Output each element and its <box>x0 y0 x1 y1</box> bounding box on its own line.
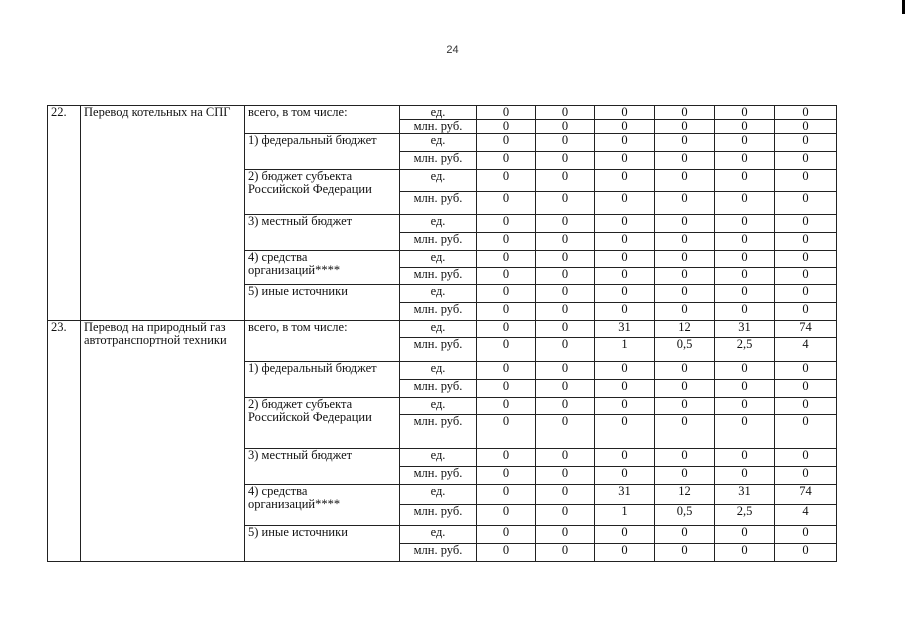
unit-cell: млн. руб. <box>400 380 477 398</box>
value-cell: 0 <box>775 362 837 380</box>
value-cell: 1 <box>595 338 655 362</box>
value-cell: 0 <box>715 106 775 120</box>
value-cell: 0 <box>595 526 655 544</box>
unit-cell: ед. <box>400 321 477 338</box>
measure-name: Перевод на природный газ автотранспортной техники <box>81 321 245 562</box>
value-cell: 0 <box>595 170 655 192</box>
program-measures-table <box>47 105 837 562</box>
unit-cell: млн. руб. <box>400 338 477 362</box>
unit-cell: ед. <box>400 449 477 467</box>
value-cell: 0 <box>715 449 775 467</box>
unit-cell: ед. <box>400 362 477 380</box>
unit-cell: млн. руб. <box>400 268 477 285</box>
unit-cell: млн. руб. <box>400 415 477 449</box>
unit-cell: млн. руб. <box>400 467 477 485</box>
value-cell: 4 <box>775 505 837 526</box>
value-cell: 0 <box>595 303 655 321</box>
value-cell: 74 <box>775 321 837 338</box>
value-cell: 12 <box>655 321 715 338</box>
value-cell: 0 <box>775 544 837 562</box>
value-cell: 0 <box>715 134 775 152</box>
value-cell: 0 <box>536 106 595 120</box>
value-cell: 0 <box>715 398 775 415</box>
value-cell: 0 <box>775 268 837 285</box>
value-cell: 0 <box>715 362 775 380</box>
unit-cell: ед. <box>400 215 477 233</box>
value-cell: 0 <box>655 106 715 120</box>
value-cell: 0 <box>775 106 837 120</box>
value-cell: 0 <box>775 170 837 192</box>
value-cell: 0 <box>477 398 536 415</box>
value-cell: 0 <box>536 134 595 152</box>
value-cell: 0 <box>775 152 837 170</box>
unit-cell: ед. <box>400 134 477 152</box>
value-cell: 0 <box>655 215 715 233</box>
value-cell: 0 <box>536 251 595 268</box>
value-cell: 0 <box>536 415 595 449</box>
value-cell: 0 <box>655 526 715 544</box>
funding-source: 5) иные источники <box>245 285 400 321</box>
value-cell: 31 <box>715 485 775 505</box>
value-cell: 0 <box>477 134 536 152</box>
value-cell: 0 <box>715 192 775 215</box>
funding-source: 3) местный бюджет <box>245 449 400 485</box>
value-cell: 0 <box>715 215 775 233</box>
value-cell: 0 <box>715 303 775 321</box>
value-cell: 0 <box>655 303 715 321</box>
value-cell: 0 <box>536 233 595 251</box>
value-cell: 0 <box>655 233 715 251</box>
value-cell: 0 <box>715 380 775 398</box>
value-cell: 0 <box>595 415 655 449</box>
value-cell: 0 <box>477 215 536 233</box>
value-cell: 2,5 <box>715 505 775 526</box>
value-cell: 0 <box>775 233 837 251</box>
funding-source: 1) федеральный бюджет <box>245 134 400 170</box>
value-cell: 1 <box>595 505 655 526</box>
value-cell: 0 <box>536 268 595 285</box>
value-cell: 0 <box>595 192 655 215</box>
value-cell: 0 <box>477 449 536 467</box>
unit-cell: млн. руб. <box>400 544 477 562</box>
value-cell: 0 <box>477 120 536 134</box>
value-cell: 0 <box>536 467 595 485</box>
value-cell: 0 <box>477 505 536 526</box>
value-cell: 0 <box>536 380 595 398</box>
value-cell: 0 <box>775 251 837 268</box>
value-cell: 0 <box>775 526 837 544</box>
value-cell: 0 <box>655 170 715 192</box>
value-cell: 0 <box>595 544 655 562</box>
value-cell: 0 <box>655 251 715 268</box>
value-cell: 0 <box>655 362 715 380</box>
value-cell: 0 <box>775 215 837 233</box>
table-row <box>48 321 837 338</box>
value-cell: 0 <box>715 285 775 303</box>
value-cell: 0 <box>595 215 655 233</box>
unit-cell: ед. <box>400 106 477 120</box>
value-cell: 0 <box>775 380 837 398</box>
unit-cell: ед. <box>400 170 477 192</box>
value-cell: 0 <box>775 398 837 415</box>
value-cell: 4 <box>775 338 837 362</box>
unit-cell: ед. <box>400 398 477 415</box>
funding-source: 1) федеральный бюджет <box>245 362 400 398</box>
value-cell: 0,5 <box>655 505 715 526</box>
unit-cell: млн. руб. <box>400 120 477 134</box>
value-cell: 0 <box>655 192 715 215</box>
value-cell: 0 <box>775 134 837 152</box>
value-cell: 0 <box>477 544 536 562</box>
unit-cell: ед. <box>400 285 477 303</box>
value-cell: 0 <box>536 321 595 338</box>
value-cell: 0 <box>595 398 655 415</box>
value-cell: 0 <box>536 362 595 380</box>
value-cell: 0 <box>595 233 655 251</box>
value-cell: 0 <box>655 544 715 562</box>
value-cell: 0 <box>536 449 595 467</box>
unit-cell: млн. руб. <box>400 192 477 215</box>
value-cell: 0 <box>595 362 655 380</box>
funding-source: всего, в том числе: <box>245 321 400 362</box>
value-cell: 0 <box>595 268 655 285</box>
value-cell: 0 <box>477 485 536 505</box>
value-cell: 0 <box>655 285 715 303</box>
value-cell: 0 <box>715 544 775 562</box>
unit-cell: ед. <box>400 251 477 268</box>
measure-name: Перевод котельных на СПГ <box>81 106 245 321</box>
value-cell: 0 <box>715 120 775 134</box>
funding-source: 5) иные источники <box>245 526 400 562</box>
value-cell: 0 <box>477 526 536 544</box>
value-cell: 0 <box>477 321 536 338</box>
value-cell: 0 <box>595 285 655 303</box>
value-cell: 0 <box>715 152 775 170</box>
value-cell: 0 <box>655 134 715 152</box>
value-cell: 0 <box>536 192 595 215</box>
unit-cell: ед. <box>400 485 477 505</box>
item-number: 22. <box>48 106 81 321</box>
value-cell: 0 <box>655 449 715 467</box>
value-cell: 0 <box>536 120 595 134</box>
value-cell: 0 <box>715 415 775 449</box>
value-cell: 0 <box>477 362 536 380</box>
value-cell: 0 <box>715 251 775 268</box>
value-cell: 0 <box>536 505 595 526</box>
value-cell: 0 <box>715 467 775 485</box>
value-cell: 0,5 <box>655 338 715 362</box>
value-cell: 0 <box>775 467 837 485</box>
value-cell: 0 <box>536 303 595 321</box>
value-cell: 0 <box>595 449 655 467</box>
value-cell: 0 <box>536 215 595 233</box>
value-cell: 0 <box>655 380 715 398</box>
value-cell: 0 <box>595 152 655 170</box>
value-cell: 31 <box>595 321 655 338</box>
unit-cell: млн. руб. <box>400 233 477 251</box>
value-cell: 0 <box>715 268 775 285</box>
funding-source: 2) бюджет субъекта Российской Федерации <box>245 398 400 449</box>
value-cell: 0 <box>655 415 715 449</box>
value-cell: 31 <box>715 321 775 338</box>
value-cell: 0 <box>477 152 536 170</box>
value-cell: 0 <box>536 170 595 192</box>
funding-source: 3) местный бюджет <box>245 215 400 251</box>
unit-cell: ед. <box>400 526 477 544</box>
value-cell: 0 <box>775 303 837 321</box>
value-cell: 0 <box>477 415 536 449</box>
value-cell: 0 <box>536 485 595 505</box>
value-cell: 0 <box>775 120 837 134</box>
value-cell: 0 <box>715 233 775 251</box>
value-cell: 0 <box>477 251 536 268</box>
value-cell: 0 <box>477 233 536 251</box>
value-cell: 74 <box>775 485 837 505</box>
value-cell: 0 <box>595 134 655 152</box>
value-cell: 31 <box>595 485 655 505</box>
value-cell: 2,5 <box>715 338 775 362</box>
value-cell: 0 <box>536 526 595 544</box>
value-cell: 0 <box>477 467 536 485</box>
value-cell: 0 <box>715 526 775 544</box>
value-cell: 0 <box>655 467 715 485</box>
value-cell: 0 <box>715 170 775 192</box>
value-cell: 0 <box>595 251 655 268</box>
value-cell: 0 <box>775 449 837 467</box>
item-number: 23. <box>48 321 81 562</box>
value-cell: 0 <box>655 152 715 170</box>
unit-cell: млн. руб. <box>400 303 477 321</box>
value-cell: 0 <box>536 398 595 415</box>
value-cell: 0 <box>775 285 837 303</box>
funding-source: 4) средства организаций**** <box>245 251 400 285</box>
funding-source: 2) бюджет субъекта Российской Федерации <box>245 170 400 215</box>
table-row <box>48 106 837 120</box>
value-cell: 0 <box>595 380 655 398</box>
value-cell: 0 <box>536 285 595 303</box>
value-cell: 0 <box>536 544 595 562</box>
value-cell: 12 <box>655 485 715 505</box>
funding-source: всего, в том числе: <box>245 106 400 134</box>
value-cell: 0 <box>775 192 837 215</box>
value-cell: 0 <box>477 268 536 285</box>
unit-cell: млн. руб. <box>400 152 477 170</box>
value-cell: 0 <box>775 415 837 449</box>
value-cell: 0 <box>477 380 536 398</box>
value-cell: 0 <box>477 338 536 362</box>
value-cell: 0 <box>655 120 715 134</box>
funding-source: 4) средства организаций**** <box>245 485 400 526</box>
value-cell: 0 <box>477 170 536 192</box>
unit-cell: млн. руб. <box>400 505 477 526</box>
value-cell: 0 <box>655 268 715 285</box>
value-cell: 0 <box>477 106 536 120</box>
value-cell: 0 <box>477 192 536 215</box>
page-number: 24 <box>446 44 459 56</box>
value-cell: 0 <box>595 467 655 485</box>
value-cell: 0 <box>595 106 655 120</box>
value-cell: 0 <box>536 338 595 362</box>
value-cell: 0 <box>655 398 715 415</box>
value-cell: 0 <box>536 152 595 170</box>
value-cell: 0 <box>595 120 655 134</box>
value-cell: 0 <box>477 285 536 303</box>
value-cell: 0 <box>477 303 536 321</box>
